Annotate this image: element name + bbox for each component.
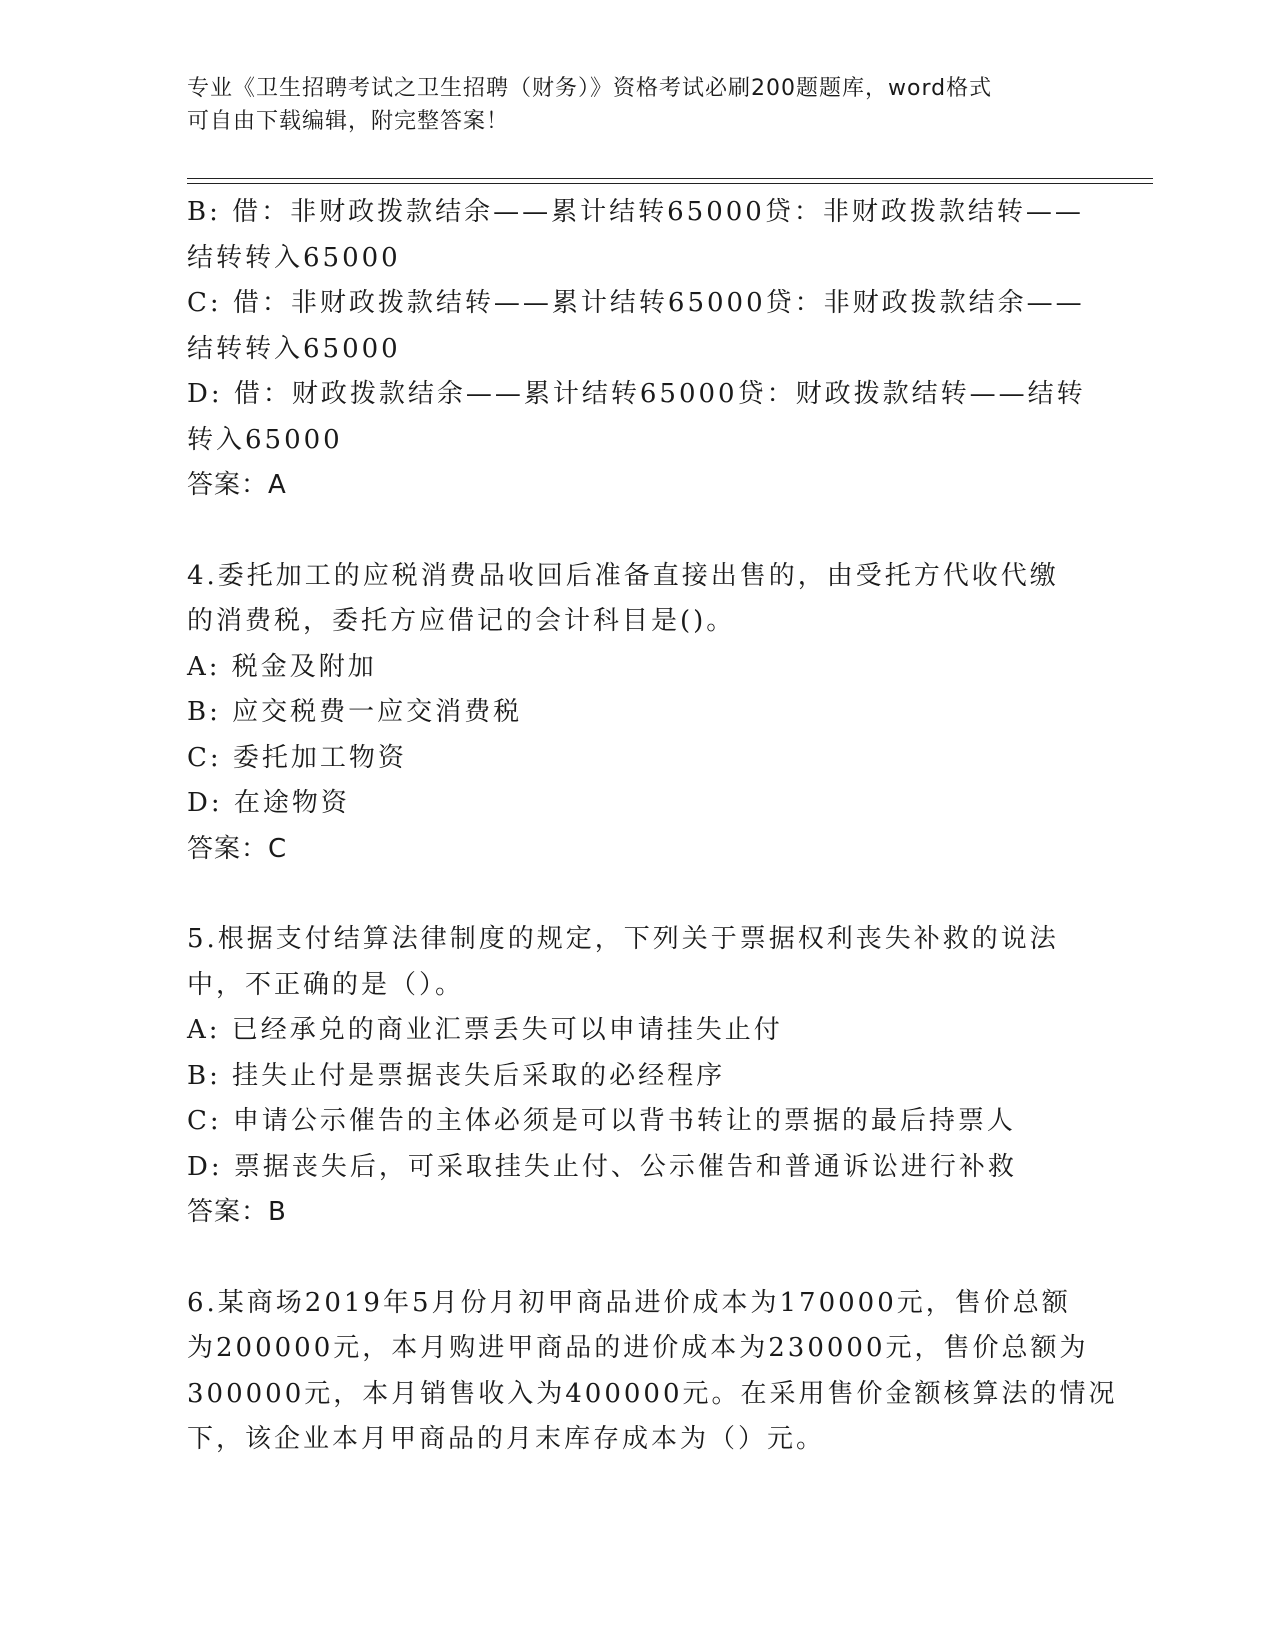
answer-line: 答案：A: [187, 470, 287, 500]
spacer: [187, 1236, 1087, 1281]
header-title-line-1: 专业《卫生招聘考试之卫生招聘（财务）》资格考试必刷200题题库，word格式: [187, 76, 993, 101]
question-stem-line-1: 4.委托加工的应税消费品收回后准备直接出售的，由受托方代收代缴: [187, 560, 1059, 591]
question-stem-line-1: 5.根据支付结算法律制度的规定，下列关于票据权利丧失补救的说法: [187, 924, 1059, 954]
header-title-line-2: 可自由下载编辑，附完整答案！: [187, 109, 510, 134]
spacer: [187, 872, 1087, 917]
answer-line: 答案：C: [187, 833, 288, 864]
option-d: D: 票据丧失后，可采取挂失止付、公示催告和普通诉讼进行补救: [187, 1151, 1017, 1182]
option-d-line-1: D: 借：财政拨款结余——累计结转65000贷：财政拨款结转——结转: [187, 379, 1086, 409]
option-d: D: 在途物资: [187, 788, 350, 818]
question-stem-line-4: 下，该企业本月甲商品的月末库存成本为（）元。: [187, 1424, 826, 1454]
question-6: [187, 1281, 1118, 1463]
question-4: [187, 554, 1087, 873]
answer-line: 答案：B: [187, 1197, 287, 1227]
question-stem-line-2: 为200000元，本月购进甲商品的进价成本为230000元，售价总额为: [187, 1333, 1089, 1363]
question-list: [187, 190, 1118, 1463]
question-stem-line-3: 300000元，本月销售收入为400000元。在采用售价金额核算法的情况: [187, 1378, 1118, 1409]
question-5: [187, 917, 1087, 1236]
option-c: C: 申请公示催告的主体必须是可以背书转让的票据的最后持票人: [187, 1106, 1016, 1136]
option-b: B: 应交税费一应交消费税: [187, 697, 523, 727]
option-a: A: 已经承兑的商业汇票丢失可以申请挂失止付: [187, 1015, 783, 1045]
header-divider-top: [187, 178, 1153, 179]
question-stem-line-2: 中，不正确的是（）。: [187, 969, 465, 1000]
option-c-line-1: C: 借：非财政拨款结转——累计结转65000贷：非财政拨款结余——: [187, 288, 1085, 318]
option-b-line-2: 结转转入65000: [187, 242, 401, 273]
option-a: A: 税金及附加: [187, 651, 377, 682]
question-stem-line-2: 的消费税，委托方应借记的会计科目是()。: [187, 606, 736, 636]
document-header: [187, 72, 1087, 138]
question-stem-line-1: 6.某商场2019年5月份月初甲商品进价成本为170000元，售价总额: [187, 1287, 1071, 1318]
option-c-line-2: 结转转入65000: [187, 333, 401, 364]
spacer: [187, 509, 1087, 554]
option-b: B: 挂失止付是票据丧失后采取的必经程序: [187, 1060, 726, 1091]
header-divider-bottom: [187, 183, 1153, 184]
option-d-line-2: 转入65000: [187, 424, 343, 455]
question-3: [187, 190, 1087, 509]
option-c: C: 委托加工物资: [187, 742, 407, 773]
option-b-line-1: B: 借：非财政拨款结余——累计结转65000贷：非财政拨款结转——: [187, 197, 1084, 227]
